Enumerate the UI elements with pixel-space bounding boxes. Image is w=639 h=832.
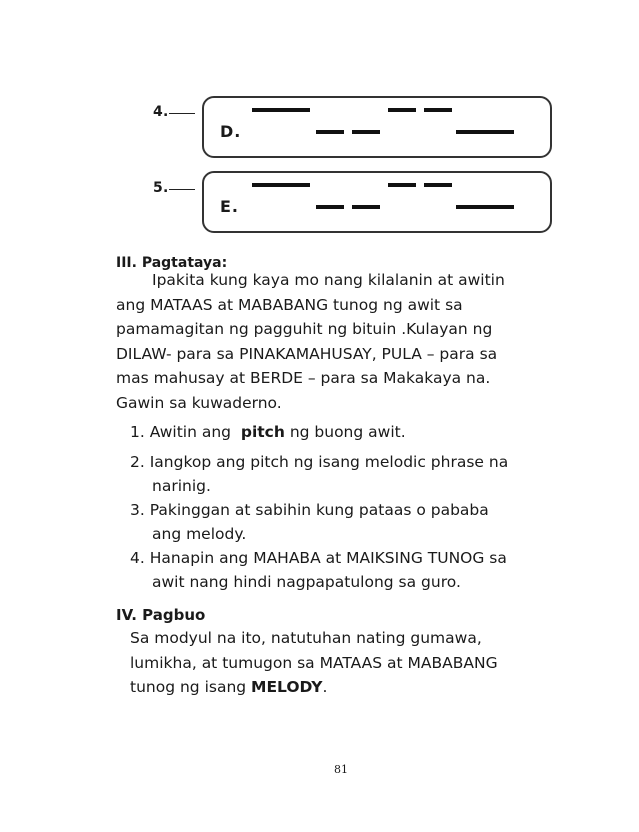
- list-item-2: 2. Iangkop ang pitch ng isang melodic phrase na narinig.: [130, 453, 509, 495]
- pitch-dash-low: [456, 130, 514, 134]
- paragraph-line: mas mahusay at BERDE – para sa Makakaya na.: [116, 369, 491, 387]
- melody-box-d: [202, 96, 552, 158]
- exercise-number-4: 4.: [153, 104, 195, 120]
- melody-box-e: [202, 171, 552, 233]
- melody-letter-e: E.: [220, 197, 240, 216]
- melody-letter-d: D.: [220, 122, 242, 141]
- pitch-dash-low: [352, 205, 380, 209]
- paragraph-line: ang MATAAS at MABABANG tunog ng awit sa: [116, 295, 463, 314]
- paragraph-line: pamamagitan ng pagguhit ng bituin .Kulayan ng: [116, 320, 493, 338]
- melody-keyword: MELODY: [251, 678, 323, 696]
- pitch-dash-high: [388, 183, 416, 187]
- pitch-keyword: pitch: [240, 423, 285, 441]
- section-heading-pagtataya: III. Pagtataya:: [116, 255, 228, 271]
- pitch-dash-high: [252, 183, 310, 187]
- page-number: 81: [334, 763, 348, 776]
- pitch-dash-high: [424, 108, 452, 112]
- pitch-dash-high: [424, 183, 452, 187]
- list-item-3: 3. Pakinggan at sabihin kung pataas o pababa ang melody.: [130, 501, 489, 543]
- pitch-dash-low: [456, 205, 514, 209]
- paragraph-line: DILAW- para sa PINAKAMAHUSAY, PULA – para sa: [116, 344, 498, 363]
- pitch-dash-low: [316, 205, 344, 209]
- pitch-dash-high: [252, 108, 310, 112]
- evaluation-instructions: [116, 268, 596, 415]
- answer-blank-4[interactable]: [169, 113, 195, 114]
- pitch-dash-low: [352, 130, 380, 134]
- list-item-4: 4. Hanapin ang MAHABA at MAIKSING TUNOG sa awit nang hindi nagpapatulong sa guro.: [130, 549, 507, 591]
- summary-paragraph: Sa modyul na ito, natutuhan nating gumawa, lumikha, at tumugon sa MATAAS at MABABANG tunog ng isang MELODY.: [130, 629, 498, 696]
- answer-blank-5[interactable]: [169, 189, 195, 190]
- section-heading-pagbuo: IV. Pagbuo: [116, 606, 206, 624]
- pitch-dash-high: [388, 108, 416, 112]
- paragraph-line: Gawin sa kuwaderno.: [116, 393, 282, 412]
- list-item-1: 1. Awitin ang pitch ng buong awit.: [130, 423, 406, 441]
- exercise-number-5: 5.: [153, 180, 195, 196]
- paragraph-line: Ipakita kung kaya mo nang kilalanin at awitin: [152, 271, 505, 289]
- pitch-dash-low: [316, 130, 344, 134]
